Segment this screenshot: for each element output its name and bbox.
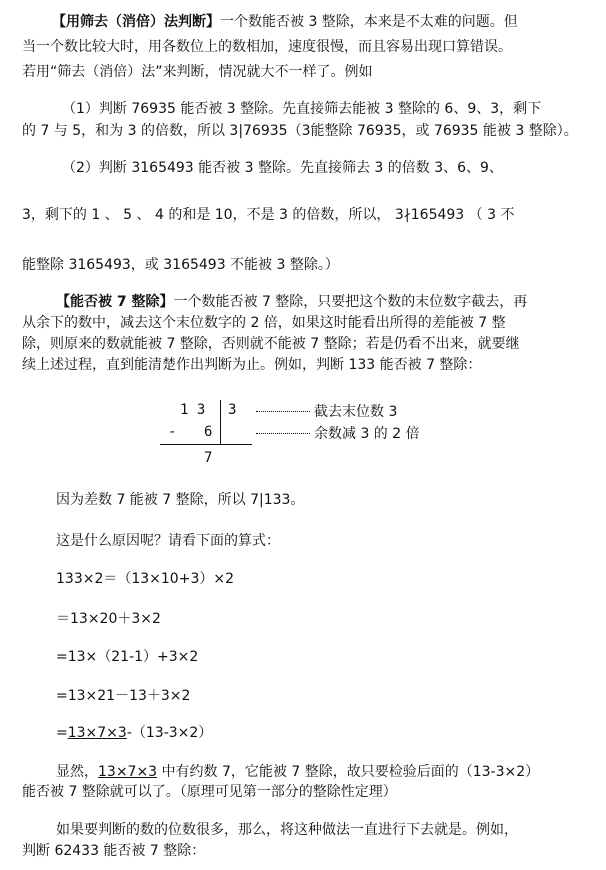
section2-line2: 从余下的数中，减去这个末位数字的 2 倍，如果这时能看出所得的差能被 7 整: [22, 315, 506, 331]
calc-minus: -: [168, 424, 177, 440]
example2-line2: 3，剩下的 1 、 5 、 4 的和是 10，不是 3 的倍数，所以， 3∤165493 （ 3 不: [22, 207, 515, 223]
calc-last-digit: 3: [228, 402, 237, 418]
section2-intro: 一个数能否被 7 整除，只要把这个数的末位数字截去，再: [173, 294, 528, 310]
note-subtract: 余数减 3 的 2 倍: [314, 426, 420, 442]
equation-2: ＝13×20＋3×2: [56, 611, 161, 627]
leader-dots-1: [256, 411, 310, 412]
obviously-underlined: 13×7×3: [98, 764, 158, 780]
example1-line2: 的 7 与 5，和为 3 的倍数，所以 3|76935（3能整除 76935，或 76935 能被 3 整除）。: [22, 123, 578, 139]
calc-vertical-rule: [220, 400, 221, 445]
obviously-line2: 能否被 7 整除就可以了。（原理可见第一部分的整除性定理）: [22, 784, 397, 800]
section2-line3: 除，则原来的数就能被 7 整除，否则就不能被 7 整除；若是仍看不出来，就要继: [22, 336, 520, 352]
final-line2: 判断 62433 能否被 7 整除：: [22, 843, 206, 859]
conclusion-line: 因为差数 7 能被 7 整除，所以 7|133。: [56, 492, 305, 508]
equation-3: =13×（21-1）+3×2: [56, 649, 199, 665]
section1-intro: 一个数能否被 3 整除，本来是不太难的问题。但: [220, 14, 518, 30]
equation-5-suffix: -（13-3×2）: [126, 725, 213, 741]
obviously-suffix: 中有约数 7，它能被 7 整除，故只要检验后面的（13-3×2）: [157, 764, 540, 780]
section1-first-line: [52, 12, 518, 32]
final-line1: 如果要判断的数的位数很多，那么，将这种做法一直进行下去就是。例如，: [56, 822, 518, 838]
example1-line1: （1）判断 76935 能否被 3 整除。先直接筛去能被 3 整除的 6、9、3，剩下: [62, 101, 542, 117]
equation-5-prefix: =: [56, 725, 68, 741]
calc-subtrahend: 6: [204, 424, 213, 440]
obviously-line: [56, 762, 539, 782]
example2-line3: 能整除 3165493，或 3165493 不能被 3 整除。）: [22, 257, 339, 273]
equation-4: =13×21－13＋3×2: [56, 688, 191, 704]
equation-5: [56, 723, 212, 743]
note-truncate: 截去末位数 3: [314, 404, 398, 420]
equation-5-underlined: 13×7×3: [67, 725, 127, 741]
section2-line4: 续上述过程，直到能清楚作出判断为止。例如，判断 133 能否被 7 整除：: [22, 357, 482, 373]
section2-first-line: [56, 292, 527, 312]
section1-line3: 若用“筛去（消倍）法”来判断，情况就大不一样了。例如: [22, 64, 373, 80]
leader-dots-2: [256, 433, 310, 434]
example2-line1: （2）判断 3165493 能否被 3 整除。先直接筛去 3 的倍数 3、6、9、: [62, 160, 503, 176]
calc-digits: 1 3: [180, 402, 206, 418]
equation-1: 133×2＝（13×10+3）×2: [56, 571, 234, 587]
obviously-prefix: 显然，: [56, 764, 98, 780]
section2-title: 【能否被 7 整除】: [56, 294, 174, 310]
calc-horizontal-rule: [160, 444, 252, 445]
why-line: 这是什么原因呢？请看下面的算式：: [56, 533, 280, 549]
section1-line2: 当一个数比较大时，用各数位上的数相加，速度很慢，而且容易出现口算错误。: [22, 39, 512, 55]
section1-title: 【用筛去（消倍）法判断】: [52, 14, 220, 30]
calc-result: 7: [204, 450, 213, 466]
